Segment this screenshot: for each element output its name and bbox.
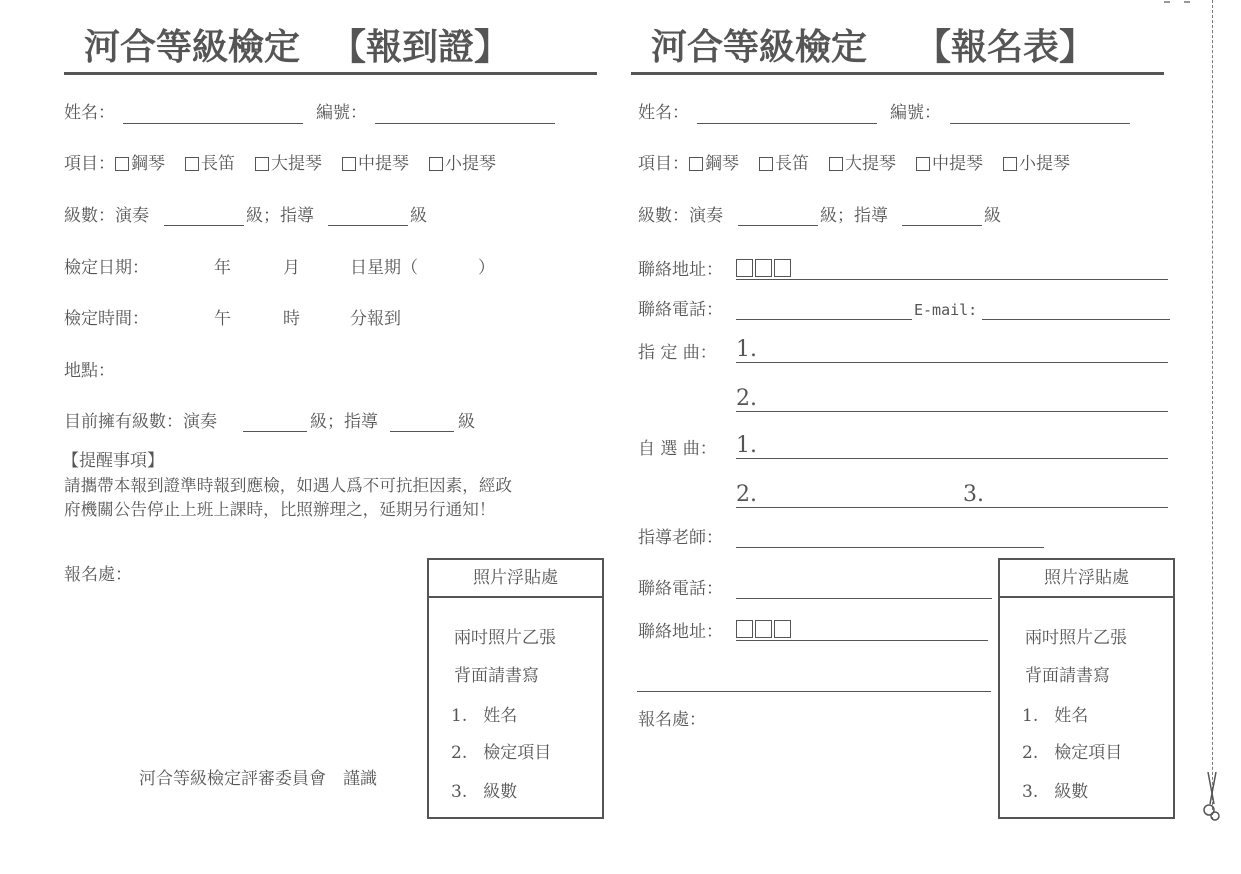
left-notice-title: 【提醒事項】 <box>62 451 164 471</box>
photo-item-2: 2. 檢定項目 <box>451 743 552 763</box>
left-item-cello[interactable]: 大提琴 <box>255 154 322 174</box>
right-address2-field[interactable] <box>736 640 988 641</box>
right-items-label: 項目： <box>638 154 689 174</box>
right-level-label: 級數：演奏 <box>638 206 723 226</box>
right-level-end: 級 <box>984 206 1001 226</box>
postal-box[interactable] <box>755 620 772 638</box>
postal-box[interactable] <box>736 259 753 277</box>
checkbox-icon[interactable] <box>255 157 269 171</box>
left-items-row <box>64 154 496 174</box>
photo-item-2: 2. 檢定項目 <box>1022 743 1123 763</box>
photo-header: 照片浮貼處 <box>429 560 602 598</box>
left-title-text: 河合等級檢定 <box>84 27 301 68</box>
right-title-text: 河合等級檢定 <box>651 27 868 68</box>
left-item-viola[interactable]: 中提琴 <box>342 154 409 174</box>
right-item-violin[interactable]: 小提琴 <box>1003 154 1070 174</box>
photo-item-1: 1. 姓名 <box>1022 706 1089 726</box>
photo-line2: 背面請書寫 <box>1025 666 1110 686</box>
postal-box[interactable] <box>755 259 772 277</box>
right-postal2-boxes[interactable] <box>736 620 793 639</box>
left-date-month: 月 <box>283 258 300 278</box>
left-item-flute[interactable]: 長笛 <box>185 154 235 174</box>
left-number-field[interactable] <box>375 123 555 124</box>
left-level-label: 級數：演奏 <box>64 206 149 226</box>
checkbox-icon[interactable] <box>429 157 443 171</box>
left-level-mid: 級；指導 <box>246 206 314 226</box>
right-name-label: 姓名： <box>638 103 689 123</box>
left-time-hour: 時 <box>283 309 300 329</box>
right-title-tag: 【報名表】 <box>915 27 1096 68</box>
right-number-field[interactable] <box>950 123 1130 124</box>
checkbox-icon[interactable] <box>689 157 703 171</box>
right-email-field[interactable] <box>982 319 1170 320</box>
right-designated-field-2[interactable] <box>736 411 1168 412</box>
right-phone2-label: 聯絡電話： <box>638 579 723 599</box>
right-designated-field-1[interactable] <box>736 362 1168 363</box>
right-address2-field-line2[interactable] <box>637 691 991 692</box>
right-number-label: 編號： <box>890 103 941 123</box>
checkbox-icon[interactable] <box>342 157 356 171</box>
right-designated-num-1: 1. <box>736 337 757 362</box>
checkbox-icon[interactable] <box>916 157 930 171</box>
checkbox-icon[interactable] <box>759 157 773 171</box>
right-title <box>651 26 1095 70</box>
left-location-label: 地點： <box>64 361 115 381</box>
photo-line2: 背面請書寫 <box>454 666 539 686</box>
right-free-label: 自 選 曲： <box>638 439 717 459</box>
right-item-piano[interactable]: 鋼琴 <box>689 154 739 174</box>
right-teacher-field[interactable] <box>736 547 1044 548</box>
right-name-field[interactable] <box>697 123 877 124</box>
left-date-close: ） <box>478 258 495 278</box>
right-free-field-2[interactable] <box>736 507 1168 508</box>
right-item-flute[interactable]: 長笛 <box>759 154 809 174</box>
postal-box[interactable] <box>736 620 753 638</box>
right-teacher-label: 指導老師： <box>638 528 723 548</box>
right-phone-label: 聯絡電話： <box>638 300 723 320</box>
left-current-perform-field[interactable] <box>243 431 307 432</box>
photo-line1: 兩吋照片乙張 <box>454 628 556 648</box>
right-phone-field[interactable] <box>736 319 912 320</box>
left-time-label: 檢定時間： <box>64 309 149 329</box>
right-items-row <box>638 154 1070 174</box>
left-name-label: 姓名： <box>64 103 115 123</box>
left-current-label: 目前擁有級數：演奏 <box>64 412 217 432</box>
right-item-cello[interactable]: 大提琴 <box>829 154 896 174</box>
corner-mark-icon <box>1162 0 1202 8</box>
left-notice-line2: 府機關公告停止上班上課時，比照辦理之，延期另行通知！ <box>64 500 496 519</box>
right-item-viola[interactable]: 中提琴 <box>916 154 983 174</box>
left-name-field[interactable] <box>123 123 303 124</box>
left-title-rule <box>64 72 597 75</box>
left-title-tag: 【報到證】 <box>330 27 511 68</box>
photo-line1: 兩吋照片乙張 <box>1025 628 1127 648</box>
postal-box[interactable] <box>774 259 791 277</box>
photo-item-1: 1. 姓名 <box>451 706 518 726</box>
right-free-num-2: 2. <box>736 482 757 507</box>
left-current-mid: 級；指導 <box>310 412 378 432</box>
left-date-year: 年 <box>214 258 231 278</box>
photo-item-3: 3. 級數 <box>451 782 518 802</box>
left-register-label: 報名處： <box>64 565 132 585</box>
left-items-label: 項目： <box>64 154 115 174</box>
left-level-guide-field[interactable] <box>328 225 408 226</box>
checkbox-icon[interactable] <box>185 157 199 171</box>
cut-line <box>1212 0 1213 820</box>
right-phone2-field[interactable] <box>736 598 992 599</box>
right-address2-label: 聯絡地址： <box>638 622 723 642</box>
left-date-label: 檢定日期： <box>64 258 149 278</box>
right-free-num-1: 1. <box>736 433 757 458</box>
left-photo-box <box>427 558 604 819</box>
left-current-end: 級 <box>458 412 475 432</box>
checkbox-icon[interactable] <box>829 157 843 171</box>
photo-header: 照片浮貼處 <box>1000 560 1173 598</box>
checkbox-icon[interactable] <box>115 157 129 171</box>
left-level-end: 級 <box>410 206 427 226</box>
scissors-icon <box>1200 770 1224 822</box>
left-item-violin[interactable]: 小提琴 <box>429 154 496 174</box>
postal-box[interactable] <box>774 620 791 638</box>
right-email-label: E-mail: <box>914 301 978 319</box>
right-register-label: 報名處： <box>638 710 706 730</box>
left-title <box>84 26 510 70</box>
left-level-perform-field[interactable] <box>164 225 244 226</box>
photo-item-3: 3. 級數 <box>1022 782 1089 802</box>
left-current-guide-field[interactable] <box>390 431 454 432</box>
left-item-piano[interactable]: 鋼琴 <box>115 154 165 174</box>
right-free-field-1[interactable] <box>736 458 1168 459</box>
right-title-rule <box>631 72 1164 75</box>
right-designated-label: 指 定 曲： <box>638 343 717 363</box>
left-committee: 河合等級檢定評審委員會 謹識 <box>139 769 377 789</box>
left-date-day: 日星期（ <box>350 258 418 278</box>
left-time-ampm: 午 <box>214 309 231 329</box>
left-time-min: 分報到 <box>350 309 401 329</box>
right-level-guide-field[interactable] <box>902 225 982 226</box>
right-designated-num-2: 2. <box>736 386 757 411</box>
left-notice-line1: 請攜帶本報到證準時報到應檢，如遇人爲不可抗拒因素，經政 <box>64 476 513 495</box>
right-level-mid: 級；指導 <box>820 206 888 226</box>
right-free-num-3: 3. <box>963 482 984 507</box>
right-photo-box <box>998 558 1175 819</box>
right-address-label: 聯絡地址： <box>638 260 723 280</box>
right-postal-boxes[interactable] <box>736 259 793 278</box>
right-level-perform-field[interactable] <box>738 225 818 226</box>
checkbox-icon[interactable] <box>1003 157 1017 171</box>
left-number-label: 編號： <box>316 103 367 123</box>
right-address-field[interactable] <box>736 279 1168 280</box>
